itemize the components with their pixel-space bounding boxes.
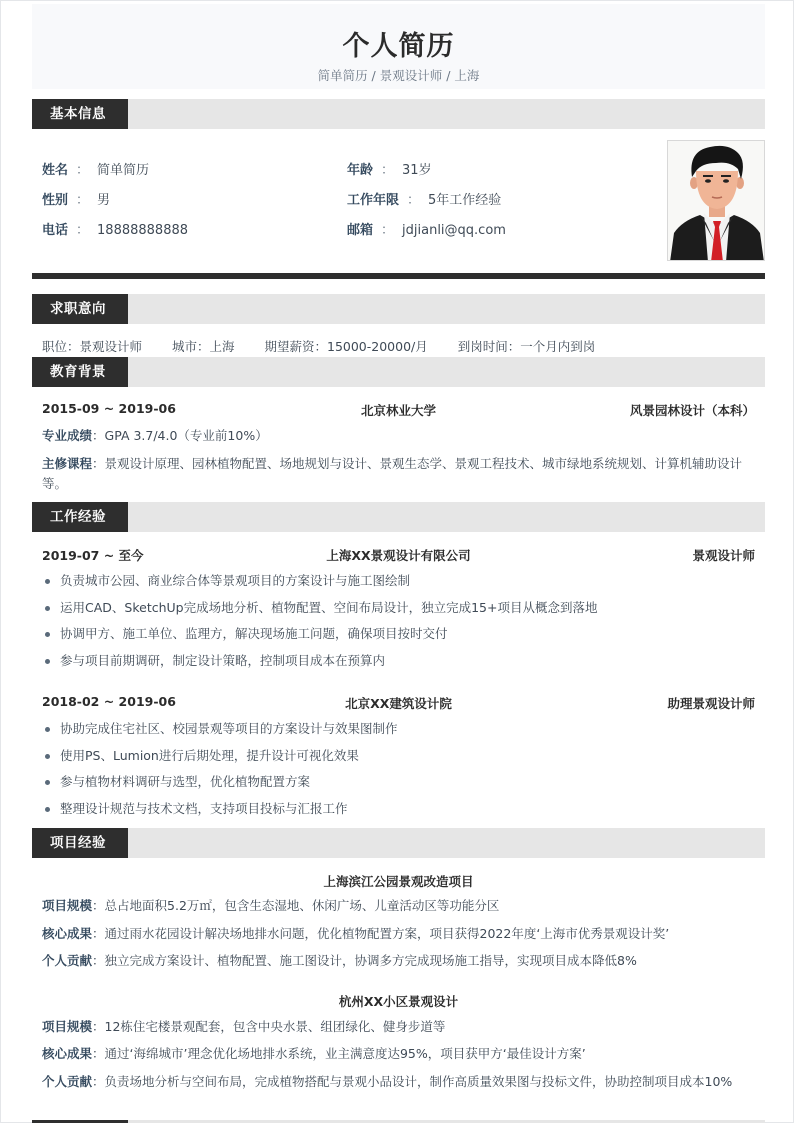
divider-bar	[32, 273, 765, 279]
info-gender: 性别 ： 男	[42, 193, 111, 208]
project-title: 杭州XX小区景观设计	[338, 994, 459, 1009]
info-value: 31岁	[402, 163, 432, 178]
education-major: 风景园林设计（本科）	[629, 403, 755, 418]
info-label: 姓名	[42, 163, 69, 178]
section-header-projects	[32, 828, 765, 858]
info-name: 姓名 ： 简单简历	[42, 163, 150, 178]
info-label: 邮箱	[347, 223, 374, 238]
intent-position: 职位：景观设计师	[42, 339, 143, 354]
project-row: 核心成果：通过‘海绵城市’理念优化场地排水系统，业主满意度达95%，项目获甲方‘最佳设计方案’	[42, 1046, 586, 1061]
intent-availability: 到岗时间：一个月内到岗	[457, 339, 596, 354]
avatar-illustration-icon	[668, 141, 765, 261]
info-value: 5年工作经验	[428, 193, 502, 208]
section-title: 求职意向	[32, 294, 128, 324]
info-value: 18888888888	[97, 223, 189, 238]
job-intent-row	[42, 337, 621, 355]
work-role: 助理景观设计师	[667, 696, 755, 711]
info-value: 男	[97, 193, 111, 208]
work-entry-header	[42, 694, 755, 712]
list-item: 运用CAD、SketchUp完成场地分析、植物配置、空间布局设计，独立完成15+项目从概念到落地	[42, 599, 755, 626]
section-header-work	[32, 502, 765, 532]
section-header-basic	[32, 99, 765, 129]
info-label: 性别	[42, 193, 69, 208]
project-title: 上海滨江公园景观改造项目	[323, 874, 474, 889]
work-period: 2019-07 ~ 至今	[42, 548, 144, 563]
resume-header	[32, 4, 765, 89]
list-item: 负责城市公园、商业综合体等景观项目的方案设计与施工图绘制	[42, 572, 755, 599]
profile-photo	[667, 140, 765, 261]
education-period: 2015-09 ~ 2019-06	[42, 401, 176, 416]
list-item: 协助完成住宅社区、校园景观等项目的方案设计与效果图制作	[42, 720, 755, 747]
work-role: 景观设计师	[692, 548, 755, 563]
project-row: 项目规模：总占地面积5.2万㎡，包含生态湿地、休闲广场、儿童活动区等功能分区	[42, 898, 500, 913]
list-item: 整理设计规范与技术文档，支持项目投标与汇报工作	[42, 800, 755, 827]
intent-salary: 期望薪资：15000-20000/月	[264, 339, 428, 354]
project-row: 项目规模：12栋住宅楼景观配套，包含中央水景、组团绿化、健身步道等	[42, 1019, 446, 1034]
list-item: 参与植物材料调研与选型，优化植物配置方案	[42, 773, 755, 800]
section-header-intent	[32, 294, 765, 324]
info-phone: 电话 ： 18888888888	[42, 223, 189, 238]
info-label: 年龄	[347, 163, 374, 178]
work-entry-header	[42, 546, 755, 564]
info-value: jdjianli@qq.com	[402, 223, 506, 238]
education-school: 北京林业大学	[360, 403, 436, 418]
info-label: 工作年限	[347, 193, 400, 208]
work-duties-list	[42, 720, 755, 826]
section-title: 项目经验	[32, 828, 128, 858]
section-title: 工作经验	[32, 502, 128, 532]
list-item: 使用PS、Lumion进行后期处理，提升设计可视化效果	[42, 747, 755, 774]
work-period: 2018-02 ~ 2019-06	[42, 694, 176, 709]
education-courses: 主修课程：景观设计原理、园林植物配置、场地规划与设计、景观生态学、景观工程技术、城市绿地系统规划、计算机辅助设计等。	[42, 456, 743, 491]
education-entry-header	[42, 401, 755, 419]
project-row: 个人贡献：独立完成方案设计、植物配置、施工图设计，协调多方完成现场施工指导，实现项目成本降低8%	[42, 953, 637, 968]
info-value: 简单简历	[97, 163, 150, 178]
intent-city: 城市：上海	[172, 339, 235, 354]
page-title: 个人简历	[342, 31, 455, 62]
list-item: 参与项目前期调研，制定设计策略，控制项目成本在预算内	[42, 652, 755, 679]
work-company: 上海XX景观设计有限公司	[326, 548, 471, 563]
section-title: 基本信息	[32, 99, 128, 129]
page-subtitle: 简单简历 / 景观设计师 / 上海	[317, 68, 480, 83]
info-years: 工作年限 ： 5年工作经验	[347, 193, 502, 208]
info-age: 年龄 ： 31岁	[347, 163, 432, 178]
section-header-education	[32, 357, 765, 387]
work-duties-list	[42, 572, 755, 678]
project-row: 核心成果：通过雨水花园设计解决场地排水问题，优化植物配置方案，项目获得2022年度‘上海市优秀景观设计奖’	[42, 926, 670, 941]
section-title: 教育背景	[32, 357, 128, 387]
work-company: 北京XX建筑设计院	[345, 696, 452, 711]
info-email: 邮箱 ： jdjianli@qq.com	[347, 223, 506, 238]
education-gpa: 专业成绩：GPA 3.7/4.0（专业前10%）	[42, 428, 268, 443]
info-label: 电话	[42, 223, 69, 238]
project-row: 个人贡献：负责场地分析与空间布局，完成植物搭配与景观小品设计，制作高质量效果图与投标文件，协助控制项目成本10%	[42, 1074, 733, 1089]
list-item: 协调甲方、施工单位、监理方，解决现场施工问题，确保项目按时交付	[42, 625, 755, 652]
